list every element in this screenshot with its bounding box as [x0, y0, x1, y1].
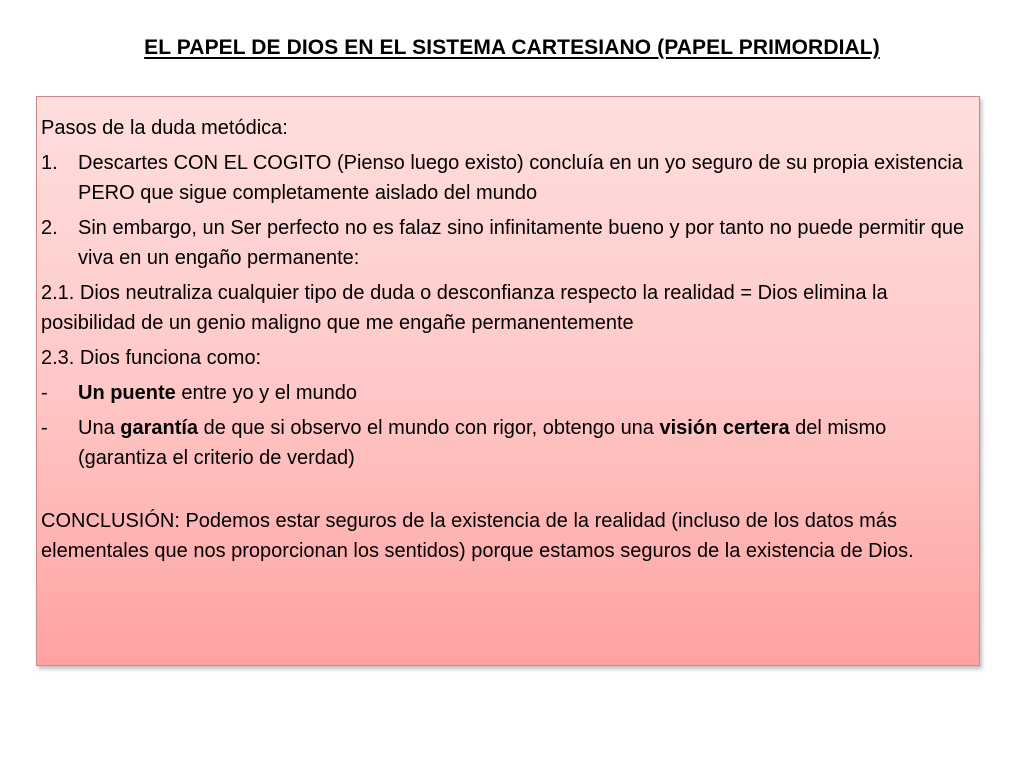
bullet-text-part: Una: [78, 417, 121, 439]
bullet-marker: -: [41, 382, 48, 404]
bold-text: garantía: [120, 417, 199, 439]
spacer: [41, 478, 969, 506]
intro-text: Pasos de la duda metódica:: [41, 117, 288, 139]
bold-text: visión certera: [659, 417, 790, 439]
list-marker: 2.: [41, 217, 58, 239]
bullet-text-part: del mismo (garantiza el criterio de verdad): [78, 417, 887, 469]
bullet-item-puente: [41, 378, 969, 408]
list-item-text: Sin embargo, un Ser perfecto no es falaz sino infinitamente bueno y por tanto no puede permitir que viva en un engaño permanente:: [78, 217, 965, 269]
conclusion-text: CONCLUSIÓN: Podemos estar seguros de la existencia de la realidad (incluso de los datos más elementales que nos proporcionan los sentidos) porque estamos seguros de la existencia de Dios.: [41, 510, 914, 562]
list-item-step-2: [41, 213, 969, 273]
list-item-text: Descartes CON EL COGITO (Pienso luego existo) concluía en un yo seguro de su propia existencia PERO que sigue completamente aislado del mundo: [78, 152, 963, 204]
list-item-step-1: [41, 148, 969, 208]
bullet-text-part: de que si observo el mundo con rigor, obtengo una: [198, 417, 660, 439]
bullet-rest-text: entre yo y el mundo: [175, 382, 357, 404]
bullet-marker: -: [41, 417, 48, 439]
content-box: [36, 96, 980, 666]
bullet-item-text: [78, 378, 969, 408]
bullet-item-garantia: [41, 413, 969, 473]
list-marker: 1.: [41, 152, 58, 174]
slide-title: EL PAPEL DE DIOS EN EL SISTEMA CARTESIANO (PAPEL PRIMORDIAL): [144, 36, 880, 59]
bold-text: Un puente: [78, 382, 176, 404]
point-2-1-text: 2.1. Dios neutraliza cualquier tipo de duda o desconfianza respecto la realidad = Dios elimina la posibilidad de un genio maligno que me engañe permanentemente: [41, 282, 888, 334]
point-2-3-text: 2.3. Dios funciona como:: [41, 347, 262, 369]
bullet-item-text: [78, 413, 969, 473]
